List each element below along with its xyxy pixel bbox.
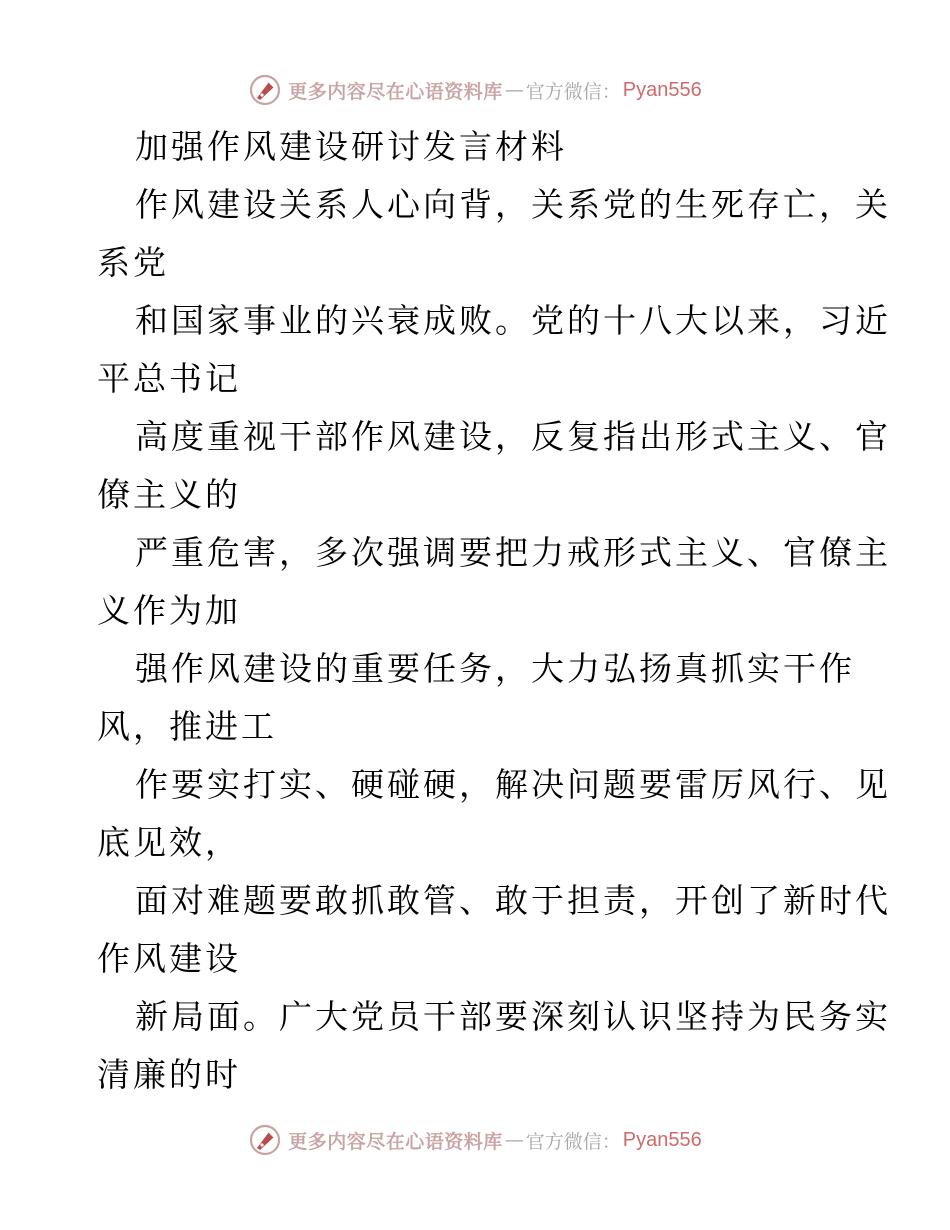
watermark-wechat-id: Pyan556	[622, 78, 702, 101]
pen-nib-icon	[248, 73, 282, 107]
watermark-site-name: 更多内容尽在心语资料库	[288, 80, 503, 103]
paragraph-line: 风，推进工	[97, 707, 277, 746]
watermark-site-name: 更多内容尽在心语资料库	[288, 1130, 503, 1153]
paragraph-line: 底见效，	[97, 823, 241, 862]
paragraph-line: 面对难题要敢抓敢管、敢于担责，开创了新时代	[135, 881, 891, 920]
watermark-separator: —	[504, 79, 524, 101]
paragraph-line: 作要实打实、硬碰硬，解决问题要雷厉风行、见	[135, 765, 891, 804]
footer-watermark	[0, 1120, 950, 1160]
watermark-wechat-label: 官方微信：	[525, 80, 621, 103]
paragraph-line: 作风建设	[97, 939, 241, 978]
paragraph-line: 系党	[97, 243, 169, 282]
paragraph-line: 严重危害，多次强调要把力戒形式主义、官僚主	[135, 533, 891, 572]
paragraph-line: 强作风建设的重要任务，大力弘扬真抓实干作	[135, 649, 855, 688]
paragraph-line: 和国家事业的兴衰成败。党的十八大以来，习近	[135, 301, 891, 340]
header-watermark	[0, 70, 950, 110]
watermark-separator: —	[504, 1129, 524, 1151]
watermark-wechat-id: Pyan556	[622, 1128, 702, 1151]
pen-nib-icon	[248, 1123, 282, 1157]
paragraph-line: 新局面。广大党员干部要深刻认识坚持为民务实	[135, 997, 891, 1036]
paragraph-line: 作风建设关系人心向背，关系党的生死存亡，关	[135, 185, 891, 224]
paragraph-line: 高度重视干部作风建设，反复指出形式主义、官	[135, 417, 891, 456]
paragraph-line: 义作为加	[97, 591, 241, 630]
paragraph-line: 清廉的时	[97, 1055, 241, 1094]
watermark-wechat-label: 官方微信：	[525, 1130, 621, 1153]
document-title: 加强作风建设研讨发言材料	[135, 127, 567, 166]
paragraph-line: 僚主义的	[97, 475, 241, 514]
paragraph-line: 平总书记	[97, 359, 241, 398]
document-body	[97, 118, 891, 1104]
